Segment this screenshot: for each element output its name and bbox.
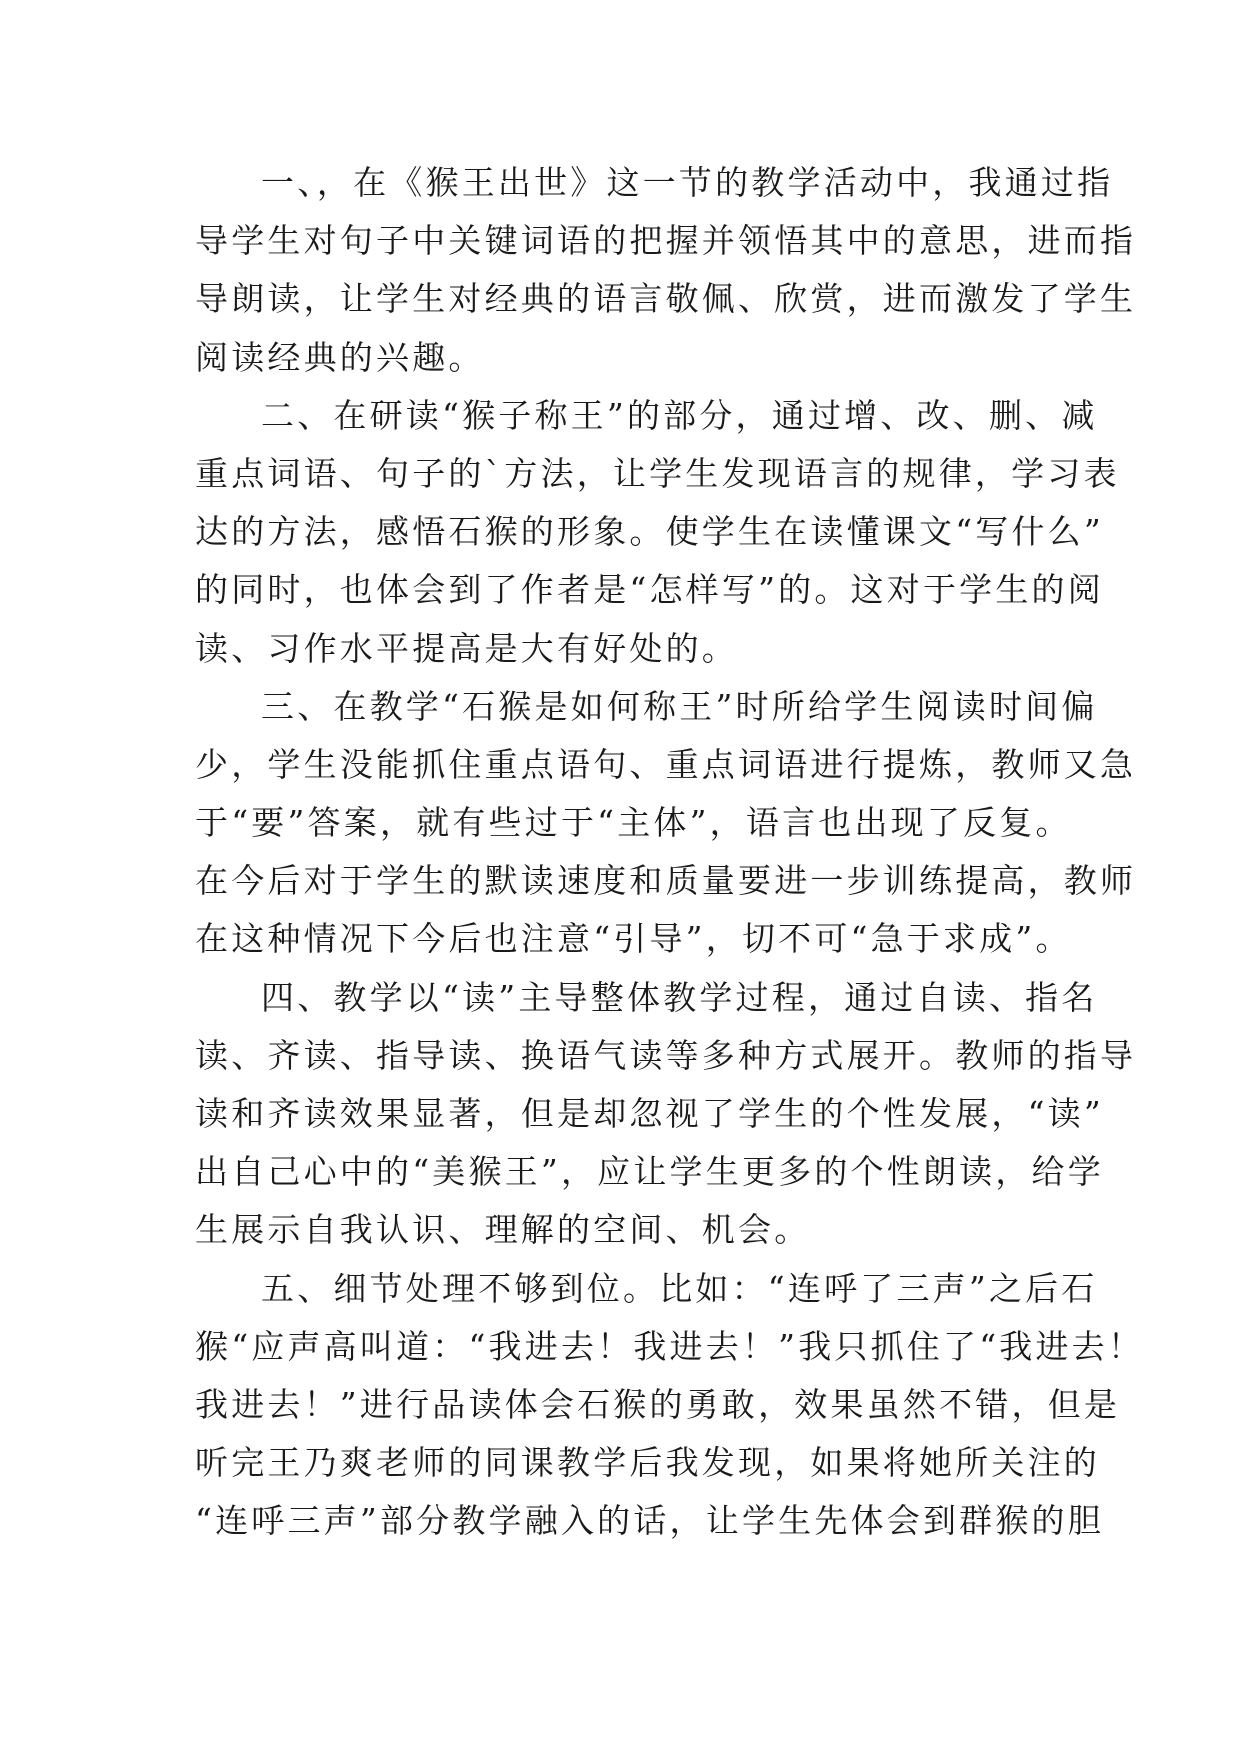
paragraph-5 [195, 1268, 1145, 1561]
text-line: 三、在教学“石猴是如何称王”时所给学生阅读时间偏 [261, 686, 1098, 726]
text-line: 读、齐读、指导读、换语气读等多种方式展开。教师的指导 [195, 1035, 1137, 1075]
text-line: 二、在研读“猴子称王”的部分，通过增、改、删、减 [261, 395, 1098, 435]
text-line: 少，学生没能抓住重点语句、重点词语进行提炼，教师又急 [195, 744, 1137, 784]
text-line: 四、教学以“读”主导整体教学过程，通过自读、指名 [261, 977, 1098, 1017]
text-line: 的同时，也体会到了作者是“怎样写”的。这对于学生的阅 [195, 570, 1104, 610]
text-line: 导学生对句子中关键词语的把握并领悟其中的意思，进而指 [195, 221, 1137, 261]
text-line: 在今后对于学生的默读速度和质量要进一步训练提高，教师 [195, 861, 1137, 901]
text-line: 阅读经典的兴趣。 [195, 337, 485, 377]
text-line: 出自己心中的“美猴王”，应让学生更多的个性朗读，给学 [195, 1152, 1104, 1192]
text-line: 听完王乃爽老师的同课教学后我发现，如果将她所关注的 [195, 1443, 1100, 1483]
paragraph-4 [195, 977, 1137, 1270]
text-line: 五、细节处理不够到位。比如：“连呼了三声”之后石 [261, 1268, 1098, 1308]
text-line: 读、习作水平提高是大有好处的。 [195, 628, 738, 668]
text-line: 导朗读，让学生对经典的语言敬佩、欣赏，进而激发了学生 [195, 279, 1137, 319]
text-line: 猴“应声高叫道：“我进去！我进去！”我只抓住了“我进去！ [195, 1326, 1145, 1366]
document-body [195, 163, 1145, 1561]
paragraph-1 [195, 163, 1137, 397]
text-line: “连呼三声”部分教学融入的话，让学生先体会到群猴的胆 [195, 1501, 1104, 1541]
text-line: 生展示自我认识、理解的空间、机会。 [195, 1210, 811, 1250]
text-line: 一、，在《猴王出世》这一节的教学活动中，我通过指 [261, 163, 1114, 202]
text-line: 我进去！”进行品读体会石猴的勇敢，效果虽然不错，但是 [195, 1384, 1121, 1424]
paragraph-3 [195, 686, 1137, 979]
paragraph-2 [195, 395, 1120, 688]
text-line: 在这种情况下今后也注意“引导”，切不可“急于求成”。 [195, 919, 1072, 959]
text-line: 于“要”答案，就有些过于“主体”，语言也出现了反复。 [195, 803, 1072, 843]
text-line: 读和齐读效果显著，但是却忽视了学生的个性发展，“读” [195, 1094, 1104, 1133]
text-line: 达的方法，感悟石猴的形象。使学生在读懂课文“写什么” [195, 512, 1104, 552]
text-line: 重点词语、句子的`方法，让学生发现语言的规律，学习表 [195, 453, 1120, 493]
